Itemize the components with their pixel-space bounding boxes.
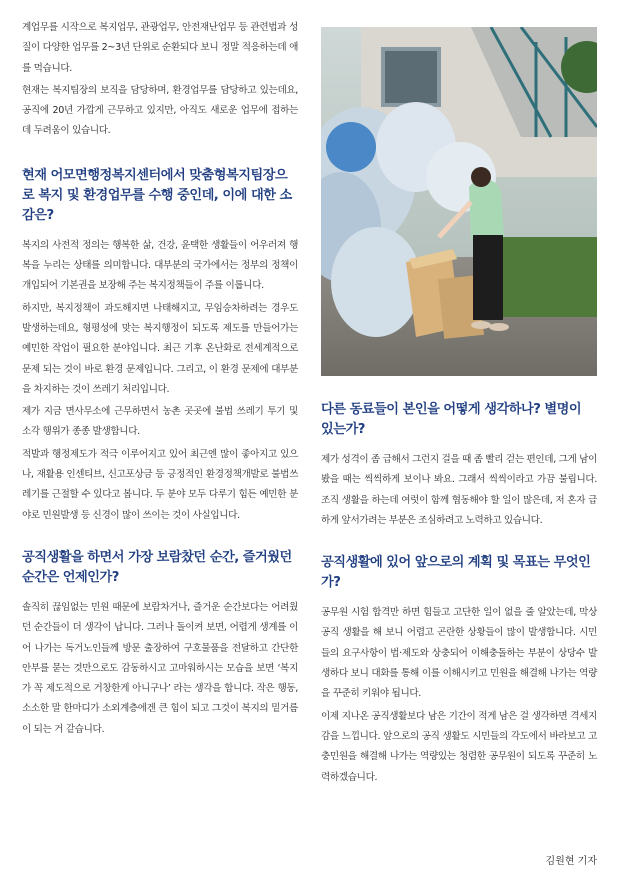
intro-paragraph: 계업무를 시작으로 복지업무, 관광업무, 안전재난업무 등 관련법과 성질이 다양한 업무를 2~3년 단위로 순환되다 보니 정말 적응하는데 애를 먹습니다. [22,22,298,74]
right-column [321,18,597,790]
intro-paragraph: 현재는 복지팀장의 보직을 담당하며, 환경업무를 담당하고 있는데요, 공직에 20년 가깝게 근무하고 있지만, 아직도 새로운 업무에 접하는데 두려움이 있습니다. [22,84,298,137]
question-heading: 다른 동료들이 본인을 어떻게 생각하나? 별명이 있는가? [321,402,582,437]
answer-paragraph: 복지의 사전적 정의는 행복한 삶, 건강, 윤택한 생활들이 어우러져 행복을 누리는 상태를 의미합니다. 대부분의 국가에서는 정부의 정책이 개입되어 기본권을 보장해 주는 복지정책들이 주를 이룹니다. [22,239,298,292]
answer-paragraph: 이제 지나온 공직생활보다 남은 기간이 적게 남은 걸 생각하면 격세지감을 느낍니다. 앞으로의 공직 생활도 시민들의 각도에서 바라보고 고충민원을 해결해 나가는 역량있는 청렴한 공무원이 되도록 꾸준히 노력하겠습니다. [321,710,597,783]
reporter-byline: 김원현 기자 [545,856,597,867]
recycling-photo [321,27,597,376]
question-heading: 공직생활에 있어 앞으로의 계획 및 목표는 무엇인가? [321,555,591,591]
answer-paragraph: 공무원 시험 합격만 하면 힘들고 고단한 일이 없을 줄 알았는데, 막상 공직 생활을 해 보니 어렵고 곤란한 상황들이 많이 발생합니다. 시민들의 요구사항이 법·제도와 상충되어 이해충돌하는 부분이 상당수 발생하다 보니 대화를 통해 이를 이해시키고 민원을 해결해 나가는 역량을 꾸준히 키워야 됩니다. [321,607,597,700]
answer-paragraph: 적발과 행정제도가 적극 이루어지고 있어 최근엔 많이 좋아지고 있으나, 재활용 인센티브, 신고포상금 등 긍정적인 환경정책개발로 불법쓰레기를 근절할 수 있다고 봅니다. 두 분야 모두 다루기 힘든 예민한 분야로 민원발생 등 신경이 많이 쓰이는 것이 사실입니다. [22,448,298,521]
answer-paragraph: 제가 성격이 좀 급해서 그런지 걸을 때 좀 빨리 걷는 편인데, 그게 남이 봤을 때는 씩씩하게 보이나 봐요. 그래서 씩씩이라고 가끔 불립니다. 조직 생활을 하는데 여럿이 함께 협동해야 할 일이 많은데, 저 혼자 급하게 앞서가려는 부분은 조심하려고 노력하고 있습니다. [321,454,597,526]
answer-paragraph: 제가 지금 면사무소에 근무하면서 농촌 곳곳에 불법 쓰레기 투기 및 소각 행위가 종종 발생합니다. [22,406,298,438]
question-heading: 공직생활을 하면서 가장 보람찼던 순간, 즐거웠던 순간은 언제인가? [22,549,292,585]
answer-paragraph: 하지만, 복지정책이 과도해지면 나태해지고, 무임승차하려는 경우도 발생하는데요, 형평성에 맞는 복지행정이 되도록 제도를 만들어가는 예민한 작업이 필요한 분야입니다. 최근 기후 온난화로 전세계적으로 문제 되는 것이 바로 환경 문제입니다. 그리고, 이 환경 문제에 대부분을 차지하는 것이 쓰레기 처리입니다. [22,302,298,395]
answer-paragraph: 솔직히 끊임없는 민원 때문에 보람차거나, 즐거운 순간보다는 어려웠던 순간들이 더 생각이 납니다. 그러나 돌이켜 보면, 어렵게 생계를 이어 나가는 독거노인들께 방문 출장하여 구호물품을 전달하고 간단한 안부를 묻는 것만으로도 감동하시고 고마워하시는 모습을 보면 ‘복지가 꼭 제도적으로 거창한게 아니구나’ 라는 생각을 합니다. 작은 행동, 소소한 말 한마디가 소외계층에겐 큰 힘이 되고 그것이 복지의 밑거름이 되는 거 같습니다. [22,601,298,735]
left-column [22,18,298,742]
question-heading: 현재 어모면행정복지센터에서 맞춤형복지팀장으로 복지 및 환경업무를 수행 중인데, 이에 대한 소감은? [22,167,292,223]
